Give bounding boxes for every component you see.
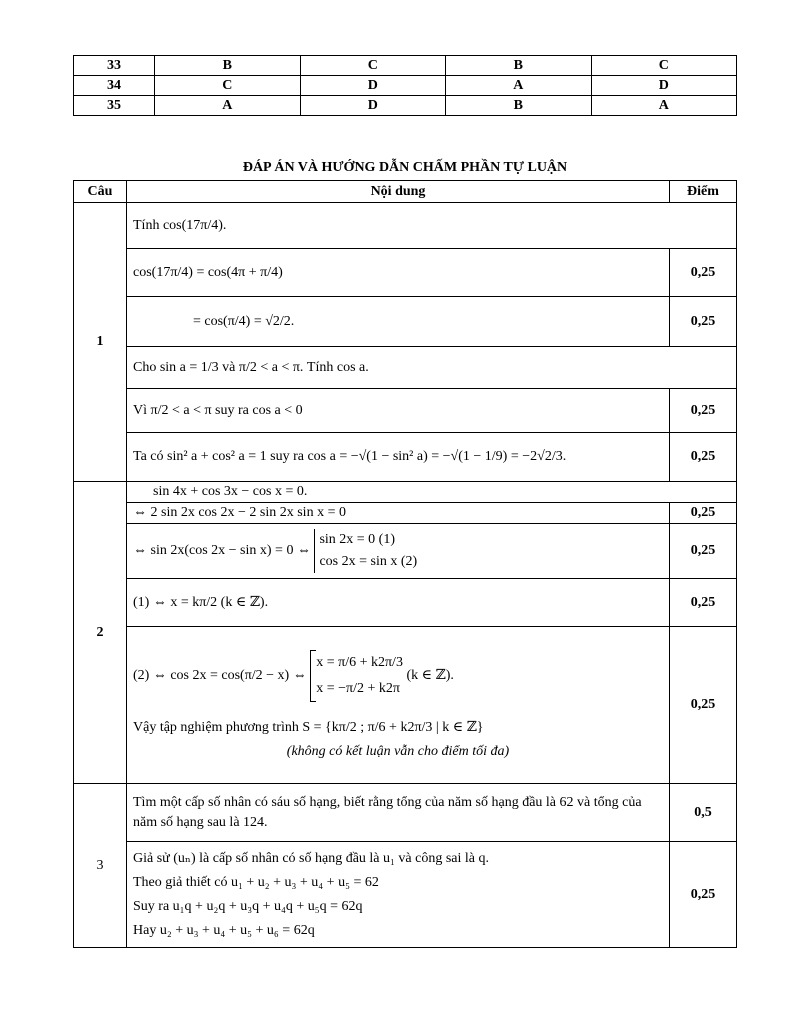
table-row	[74, 347, 737, 389]
header-content: Nội dung	[127, 181, 670, 203]
question-number: 3	[74, 784, 127, 948]
problem-statement: Cho sin a = 1/3 và π/2 < a < π. Tính cos a.	[127, 347, 737, 389]
answer-cell: B	[446, 56, 592, 76]
table-row	[74, 249, 737, 297]
table-row	[74, 56, 737, 76]
table-row	[74, 297, 737, 347]
grading-note: (không có kết luận vẫn cho điểm tối đa)	[286, 744, 510, 759]
solution-line: Giả sử (uₙ) là cấp số nhân có số hạng đầu là u₁ và công sai là q.	[133, 850, 489, 866]
solution-step: cos(17π/4) = cos(4π + π/4)	[127, 249, 670, 297]
essay-grading-table	[73, 180, 737, 948]
system-equation-2: cos 2x = sin x (2)	[319, 554, 418, 569]
answer-cell: C	[155, 76, 301, 96]
points: 0,25	[670, 524, 737, 579]
problem-statement: sin 4x + cos 3x − cos x = 0.	[127, 482, 737, 503]
points: 0,5	[670, 784, 737, 842]
solution-step: = cos(π/4) = √2/2.	[127, 297, 670, 347]
points: 0,25	[670, 389, 737, 433]
problem-statement: Tính cos(17π/4).	[127, 203, 737, 249]
table-row	[74, 842, 737, 948]
table-row	[74, 784, 737, 842]
equivalence-lead: (2) ⇔ cos 2x = cos(π/2 − x) ⇔	[133, 668, 307, 684]
problem-statement: Tìm một cấp số nhân có sáu số hạng, biết rằng tổng của năm số hạng đầu là 62 và tổng của năm số hạng sau là 124.	[127, 784, 670, 842]
table-row	[74, 503, 737, 524]
points: 0,25	[670, 433, 737, 482]
answer-cell: C	[591, 56, 737, 76]
table-row	[74, 524, 737, 579]
answer-cell: D	[300, 96, 446, 116]
points: 0,25	[670, 249, 737, 297]
solution-line: Theo giả thiết có u₁ + u₂ + u₃ + u₄ + u₅ = 62	[133, 874, 379, 890]
solution-step	[127, 524, 670, 579]
table-row	[74, 203, 737, 249]
answer-cell: A	[591, 96, 737, 116]
table-row	[74, 433, 737, 482]
table-row	[74, 389, 737, 433]
system-equation-1: sin 2x = 0 (1)	[319, 532, 396, 547]
points: 0,25	[670, 627, 737, 784]
solution-step: Vì π/2 < a < π suy ra cos a < 0	[127, 389, 670, 433]
solution-step: (1) ⇔ x = kπ/2 (k ∈ ℤ).	[127, 579, 670, 627]
answer-cell: B	[155, 56, 301, 76]
question-number: 34	[74, 76, 155, 96]
solution-set-bracket	[310, 650, 403, 702]
points: 0,25	[670, 842, 737, 948]
solution-step	[127, 627, 670, 784]
header-points: Điểm	[670, 181, 737, 203]
solution-step: ⇔ 2 sin 2x cos 2x − 2 sin 2x sin x = 0	[127, 503, 670, 524]
question-number: 35	[74, 96, 155, 116]
solution-set: Vậy tập nghiệm phương trình S = {kπ/2 ; π/6 + k2π/3 | k ∈ ℤ}	[133, 720, 484, 735]
header-question: Câu	[74, 181, 127, 203]
table-row	[74, 96, 737, 116]
points: 0,25	[670, 579, 737, 627]
integer-condition: (k ∈ ℤ).	[406, 668, 454, 684]
answer-cell: B	[446, 96, 592, 116]
solution-step	[127, 842, 670, 948]
answer-cell: A	[446, 76, 592, 96]
answer-cell: C	[300, 56, 446, 76]
table-row	[74, 579, 737, 627]
solution-2: x = −π/2 + k2π	[316, 681, 400, 696]
solution-line: Hay u₂ + u₃ + u₄ + u₅ + u₆ = 62q	[133, 922, 315, 938]
question-number: 33	[74, 56, 155, 76]
solution-line: Suy ra u₁q + u₂q + u₃q + u₄q + u₅q = 62q	[133, 898, 363, 914]
question-number: 1	[74, 203, 127, 482]
answer-cell: D	[300, 76, 446, 96]
equation-system	[314, 529, 417, 573]
table-row	[74, 76, 737, 96]
solution-step: Ta có sin² a + cos² a = 1 suy ra cos a = −√(1 − sin² a) = −√(1 − 1/9) = −2√2/3.	[127, 433, 670, 482]
section-title: ĐÁP ÁN VÀ HƯỚNG DẪN CHẤM PHẦN TỰ LUẬN	[242, 160, 568, 175]
question-number: 2	[74, 482, 127, 784]
equivalence-lead: ⇔ sin 2x(cos 2x − sin x) = 0 ⇔	[133, 543, 311, 559]
table-header-row	[74, 181, 737, 203]
answer-cell: A	[155, 96, 301, 116]
multiple-choice-answer-table	[73, 55, 737, 116]
points: 0,25	[670, 503, 737, 524]
table-row	[74, 627, 737, 784]
table-row	[74, 482, 737, 503]
answer-cell: D	[591, 76, 737, 96]
points: 0,25	[670, 297, 737, 347]
solution-1: x = π/6 + k2π/3	[316, 655, 403, 670]
